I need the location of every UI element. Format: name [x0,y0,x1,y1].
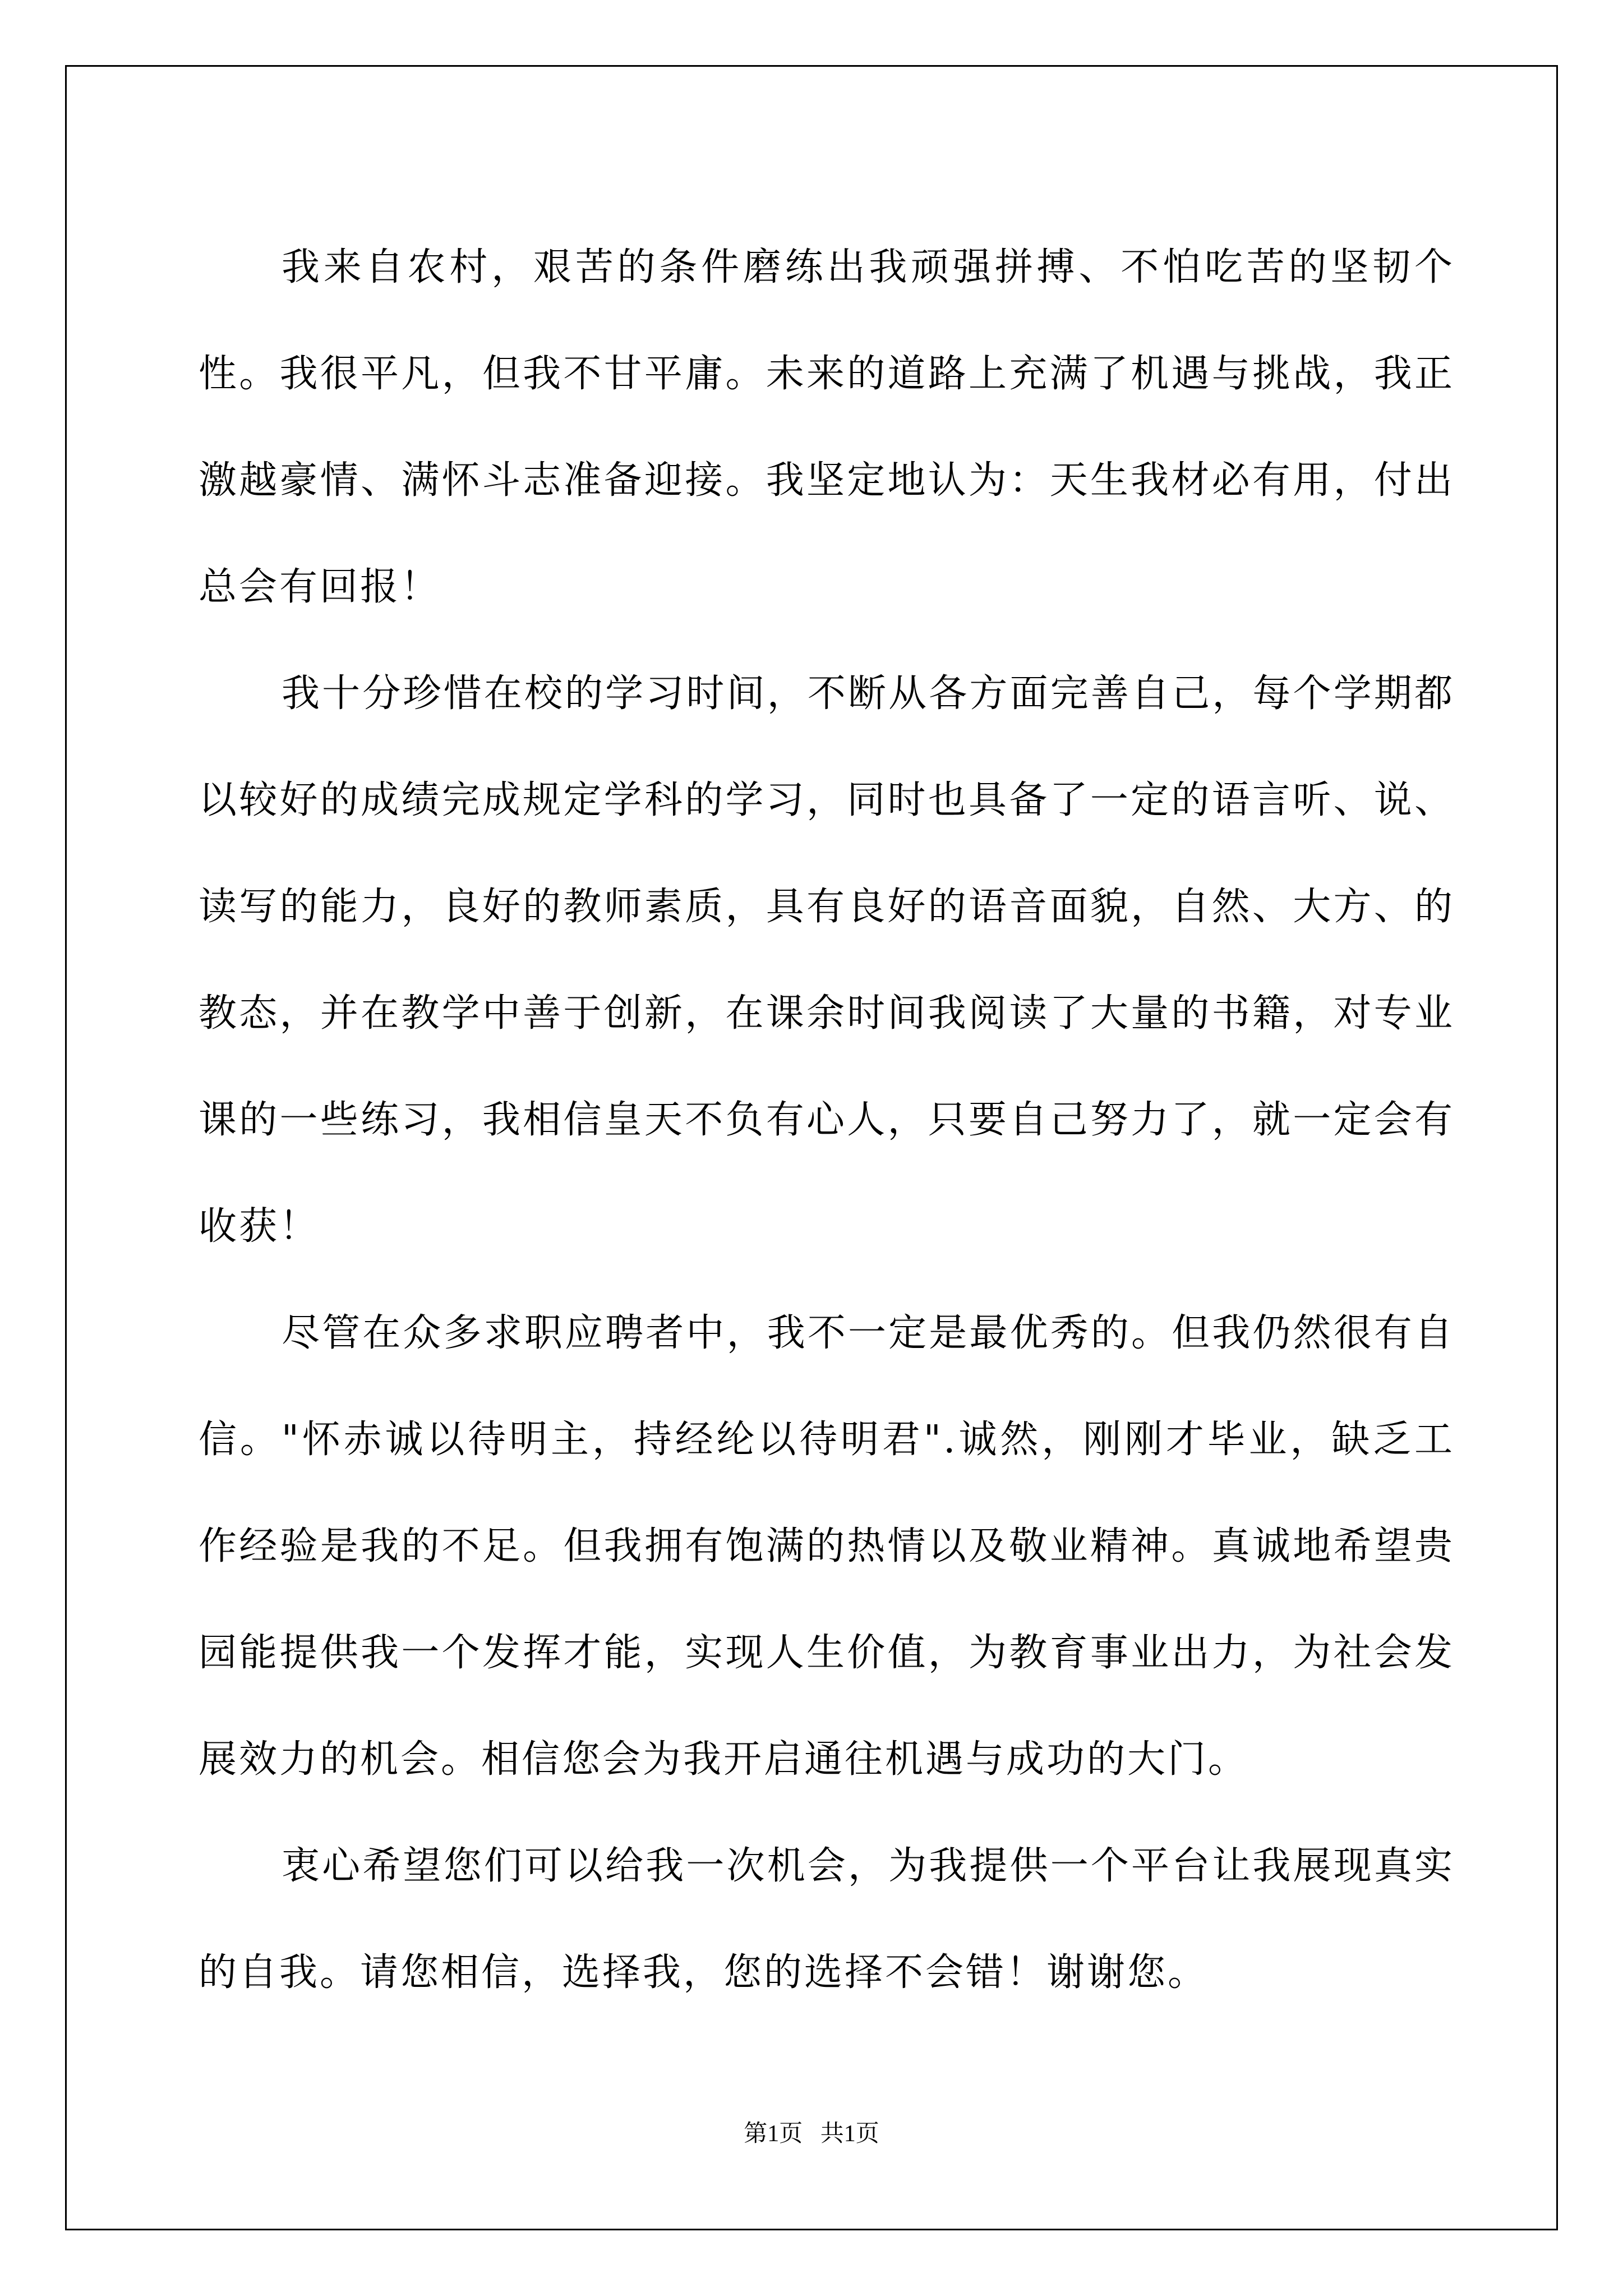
paragraph-2: 我十分珍惜在校的学习时间，不断从各方面完善自己，每个学期都以较好的成绩完成规定学科的学习，同时也具备了一定的语言听、说、读写的能力，良好的教师素质，具有良好的语音面貌，自然、大方、的教态，并在教学中善于创新，在课余时间我阅读了大量的书籍，对专业课的一些练习，我相信皇天不负有心人，只要自己努力了，就一定会有收获！ [199,671,1455,1249]
paragraph-1: 我来自农村，艰苦的条件磨练出我顽强拼搏、不怕吃苦的坚韧个性。我很平凡，但我不甘平庸。未来的道路上充满了机遇与挑战，我正激越豪情、满怀斗志准备迎接。我坚定地认为：天生我材必有用，付出总会有回报！ [199,245,1455,609]
document-body [199,214,1455,2026]
page-footer: 第1页 共1页 [744,2121,879,2147]
paragraph-4: 衷心希望您们可以给我一次机会，为我提供一个平台让我展现真实的自我。请您相信，选择我，您的选择不会错！谢谢您。 [199,1844,1455,1995]
paragraph-3: 尽管在众多求职应聘者中，我不一定是最优秀的。但我仍然很有自信。"怀赤诚以待明主，持经纶以待明君".诚然，刚刚才毕业，缺乏工作经验是我的不足。但我拥有饱满的热情以及敬业精神。真诚地希望贵园能提供我一个发挥才能，实现人生价值，为教育事业出力，为社会发展效力的机会。相信您会为我开启通往机遇与成功的大门。 [199,1311,1455,1782]
